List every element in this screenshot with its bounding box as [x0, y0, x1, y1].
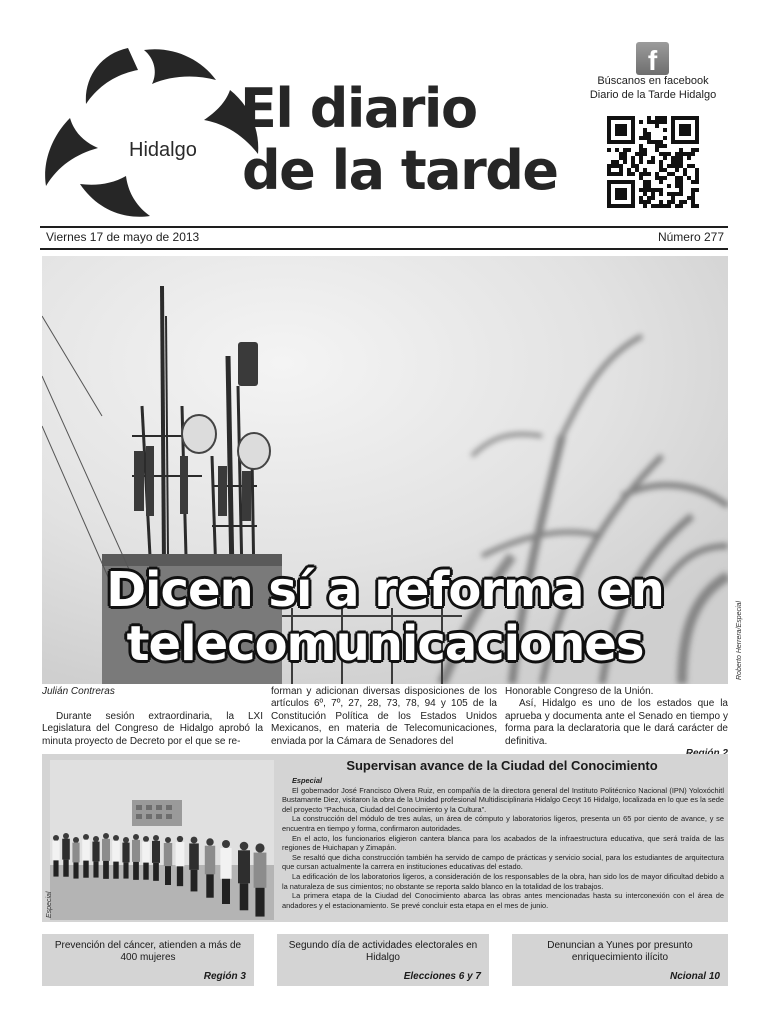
feature-paragraph: La construcción del módulo de tres aulas, un área de cómputo y laboratorios ligeros, presenta un 65 por ciento de avance, y se encuentra en tiempo y forma, confirmaron autoridades.: [282, 814, 724, 833]
newspaper-logo-mark: [40, 44, 260, 220]
lead-paragraph: Así, Hidalgo es uno de los estados que la aprueba y documenta ante el Senado en tiempo y forma para la declaratoria que le dará carácter de definitiva.: [505, 698, 728, 747]
lead-paragraph: Durante sesión extraordinaria, la LXI Legislatura del Congreso de Hidalgo aprobó la minuta proyecto de Decreto por el que se re-: [42, 711, 263, 747]
feature-paragraph: El gobernador José Francisco Olvera Ruiz, en compañía de la directora general del Instituto Politécnico Nacional (IPN) Yoloxóchitl Bustamante Diez, visitaron la obra de la Unidad profesional Multidisciplinaria Hidalgo Cecyt 16 Hidalgo, localizada en lo que es la sede del proyecto “Pachuca, Ciudad del Conocimiento y la Cultura”.: [282, 785, 724, 814]
feature-paragraph: En el acto, los funcionarios eligieron cantera blanca para los acabados de la infraestructura educativa, que será traída de las regiones de Huichapan y Zimapán.: [282, 833, 724, 853]
masthead-rule-top: [40, 226, 728, 228]
feature-headline[interactable]: Supervisan avance de la Ciudad del Conocimiento: [346, 758, 658, 773]
lead-headline-line-2[interactable]: telecomunicaciones: [126, 616, 644, 672]
lead-photo-credit: Roberto Herrera/Especial: [736, 601, 743, 680]
teaser-headline: Prevención del cáncer, atienden a más de 400 mujeres: [54, 940, 242, 964]
masthead-rule-bottom: [40, 248, 728, 250]
title-line-2: de la tarde: [242, 139, 558, 202]
facebook-promo-line-2[interactable]: Diario de la Tarde Hidalgo: [589, 89, 717, 101]
lead-paragraph: forman y adicionan diversas disposiciones de los artículos 6º, 7º, 27, 28, 73, 78, 94 y 105 de la Constitución Política de los Estados Unidos Mexicanos, en materia de Telecomunicaciones, enviada por la Cámara de Senadores del: [271, 686, 497, 747]
lead-column-3: [505, 686, 728, 760]
feature-paragraph: Se resaltó que dicha construcción también ha servido de campo de prácticas y servicio social, para los estudiantes de arquitectura que cursan actualmente la carrera en instituciones educativas del estado.: [282, 852, 724, 872]
feature-photo-credit: Especial: [46, 891, 53, 918]
issue-date: Viernes 17 de mayo de 2013: [46, 230, 200, 244]
lead-byline: Julián Contreras: [42, 686, 115, 697]
title-line-1: El diario: [240, 77, 477, 140]
teaser-box-cancer-prevention[interactable]: [42, 934, 254, 986]
lead-paragraph: Honorable Congreso de la Unión.: [505, 686, 654, 697]
teaser-box-yunes-complaint[interactable]: [512, 934, 728, 986]
teaser-headline: Denuncian a Yunes por presunto enriquecimiento ilícito: [547, 940, 693, 964]
feature-paragraph: La primera etapa de la Ciudad del Conocimiento abarca las obras antes mencionadas hasta su interconexión con el área de andadores y el estacionamiento. Se prevé concluir esta etapa en el mes de junio.: [282, 891, 724, 910]
facebook-promo-line-1: Búscanos en facebook: [597, 75, 709, 87]
facebook-icon[interactable]: f: [636, 42, 669, 75]
feature-photo[interactable]: [50, 760, 274, 920]
officials-group-photo: [50, 760, 274, 920]
qr-code-icon[interactable]: [607, 116, 699, 208]
teaser-section-link[interactable]: Ncional 10: [669, 971, 720, 982]
lead-column-2: [271, 686, 497, 748]
newspaper-title: [240, 78, 558, 202]
teaser-box-electoral-activities[interactable]: [277, 934, 489, 986]
lead-column-1: [42, 711, 263, 748]
lead-headline-line-1[interactable]: Dicen sí a reforma en: [106, 562, 664, 618]
feature-body: [282, 776, 724, 910]
feature-paragraph: La edificación de los laboratorios ligeros, a consideración de los responsables de la obra, han sido los de mayor dificultad debido a la naturaleza de sus cimientos; no obstante se reporta saldo blanco en la totalidad de los trabajos.: [282, 871, 724, 891]
feature-kicker: Especial: [292, 776, 322, 785]
teaser-headline: Segundo día de actividades electorales en Hidalgo: [288, 940, 478, 964]
lead-photo[interactable]: [42, 256, 728, 684]
teaser-section-link[interactable]: Región 3: [203, 971, 246, 982]
issue-number: Número 277: [657, 230, 724, 244]
teaser-section-link[interactable]: Elecciones 6 y 7: [403, 971, 481, 982]
facebook-promo: [578, 74, 728, 102]
logo-subtitle: Hidalgo: [129, 139, 197, 161]
